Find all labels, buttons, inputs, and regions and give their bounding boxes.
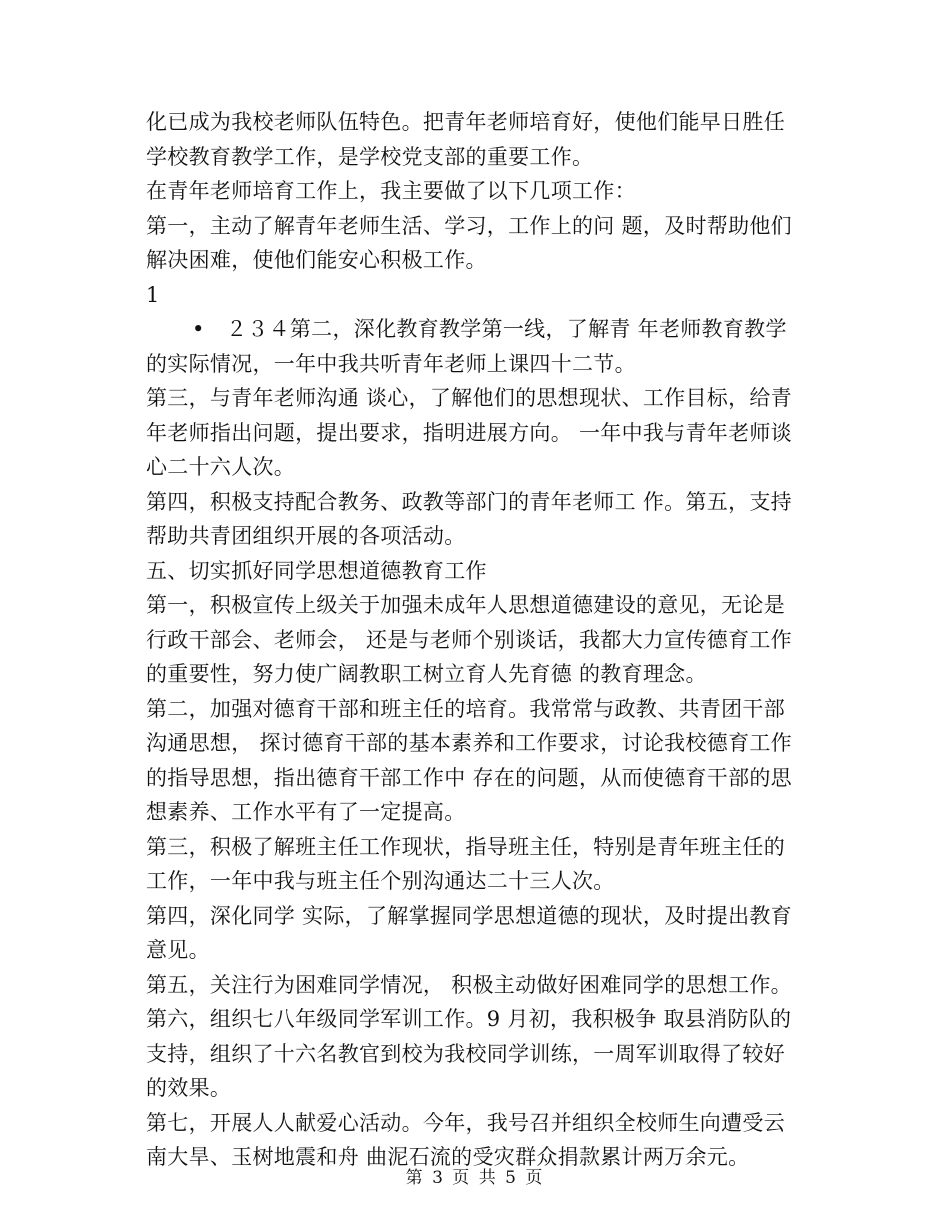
text-line: 的效果。 <box>146 1076 232 1100</box>
text-line: 的指导思想，指出德育干部工作中 存在的问题，从而使德育干部的思 <box>146 765 792 790</box>
text-line: 行政干部会、老师会， 还是与老师个别谈话，我都大力宣传德育工作 <box>146 627 792 652</box>
text-line: 第三，积极了解班主任工作现状，指导班主任，特别是青年班主任的 <box>146 834 785 859</box>
text-line: 在青年老师培育工作上，我主要做了以下几项工作： <box>146 179 636 203</box>
document-body <box>146 105 816 1175</box>
text-line: 年老师指出问题，提出要求，指明进展方向。 一年中我与青年老师谈 <box>146 420 792 445</box>
section-heading: 五、切实抓好同学思想道德教育工作 <box>146 558 487 583</box>
text-line: 心二十六人次。 <box>146 455 296 479</box>
text-line: 化已成为我校老师队伍特色。把青年老师培育好，使他们能早日胜任 <box>146 110 785 134</box>
text-line: 第一，积极宣传上级关于加强未成年人思想道德建设的意见，无论是 <box>146 593 785 617</box>
text-line: 第四，积极支持配合教务、政教等部门的青年老师工 作。第五，支持 <box>146 489 792 514</box>
text-line: 解决困难，使他们能安心积极工作。 <box>146 248 487 272</box>
text-line: 第二，加强对德育干部和班主任的培育。我常常与政教、共青团干部 <box>146 696 785 721</box>
bullet-line: • ２３４第二，深化教育教学第一线，了解青 年老师教育教学 <box>192 317 787 341</box>
text-line: 第四，深化同学 实际，了解掌握同学思想道德的现状，及时提出教育 <box>146 903 792 928</box>
page-number-marker: 1 <box>146 282 160 307</box>
text-line: 第七，开展人人献爱心活动。今年，我号召并组织全校师生向遭受云 <box>146 1110 785 1135</box>
text-line: 想素养、工作水平有了一定提高。 <box>146 800 466 824</box>
text-line: 意见。 <box>146 938 210 962</box>
text-line: 支持，组织了十六名教官到校为我校同学训练，一周军训取得了较好 <box>146 1041 785 1066</box>
text-line: 第六，组织七八年级同学军训工作。9 月初，我积极争 取县消防队的 <box>146 1007 792 1031</box>
text-line: 第五，关注行为困难同学情况， 积极主动做好困难同学的思想工作。 <box>146 972 792 997</box>
page-footer: 第 3 页 共 5 页 <box>405 1168 545 1188</box>
text-line: 沟通思想， 探讨德育干部的基本素养和工作要求，讨论我校德育工作 <box>146 731 792 755</box>
text-line: 南大旱、玉树地震和舟 曲泥石流的受灾群众捐款累计两万余元。 <box>146 1145 750 1169</box>
text-line: 工作，一年中我与班主任个别沟通达二十三人次。 <box>146 869 615 893</box>
text-line: 第三，与青年老师沟通 谈心，了解他们的思想现状、工作目标，给青 <box>146 386 792 410</box>
text-line: 学校教育教学工作，是学校党支部的重要工作。 <box>146 144 594 169</box>
text-line: 的重要性，努力使广阔教职工树立育人先育德 的教育理念。 <box>146 662 707 686</box>
text-line: 帮助共青团组织开展的各项活动。 <box>146 524 466 548</box>
text-line: 的实际情况，一年中我共听青年老师上课四十二节。 <box>146 351 636 376</box>
text-line: 第一，主动了解青年老师生活、学习，工作上的问 题，及时帮助他们 <box>146 213 792 238</box>
